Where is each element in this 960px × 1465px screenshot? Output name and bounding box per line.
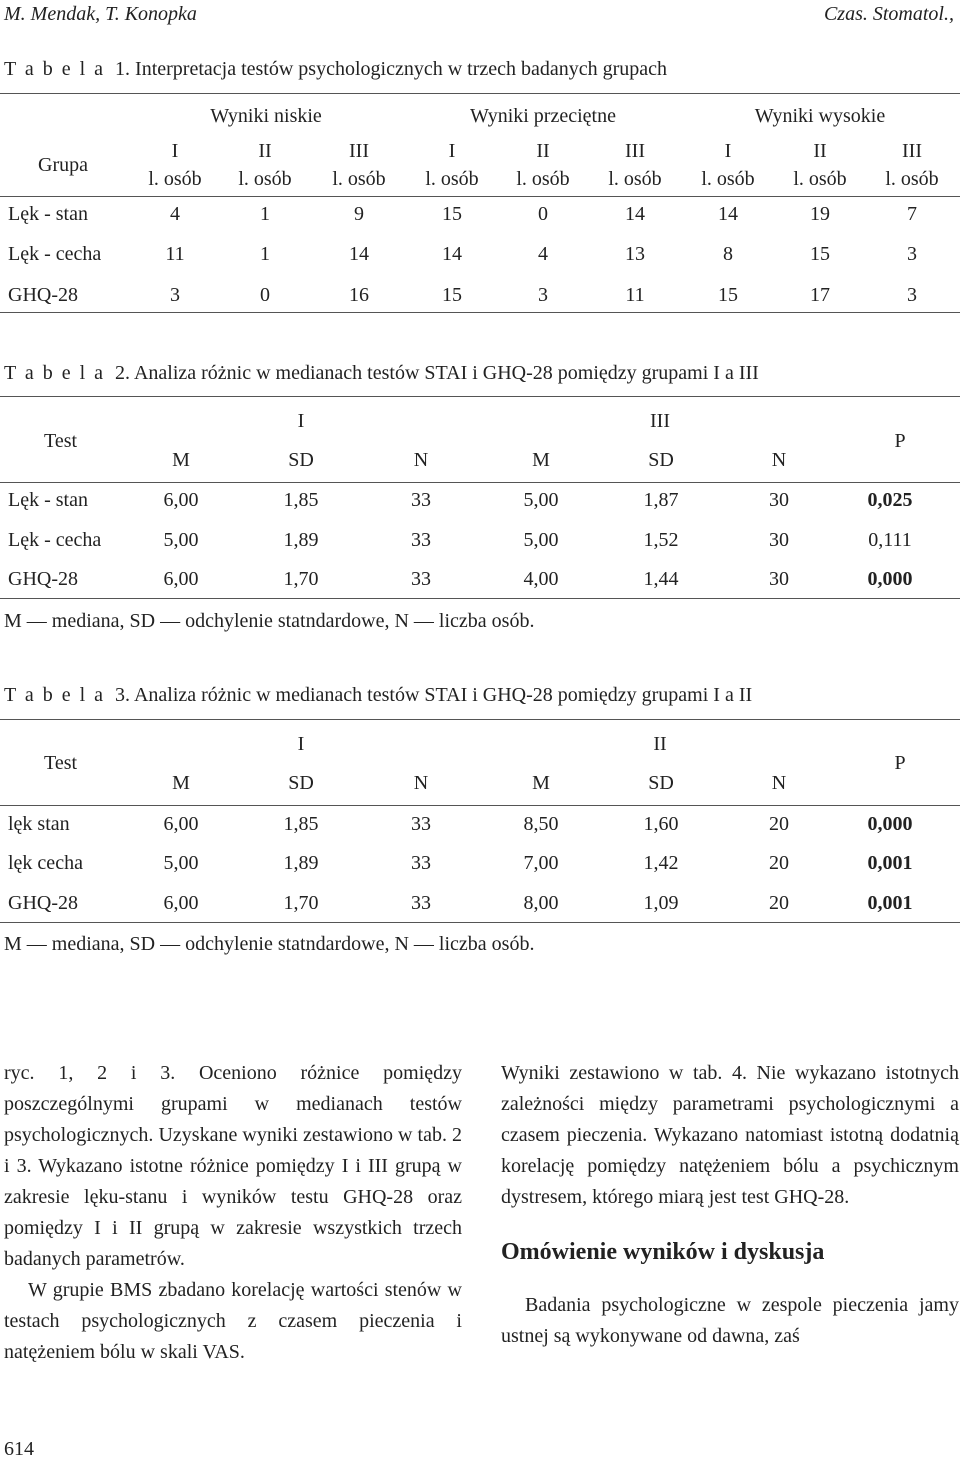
table1-subgroup-unit: l. osób [793, 168, 847, 190]
table3-number: 3 [115, 684, 126, 706]
table1-cell: 11 [625, 284, 645, 306]
table1-cell: 3 [907, 284, 917, 306]
table1-level-high: Wyniki wysokie [754, 105, 886, 127]
section-heading: Omówienie wyników i dyskusja [501, 1239, 825, 1265]
table3-cell: 33 [411, 892, 431, 914]
running-header-authors: M. Mendak, T. Konopka [4, 3, 197, 25]
table2-cell: 30 [769, 568, 789, 590]
table3-cell: 7,00 [523, 852, 559, 874]
table1-cell: 14 [349, 243, 369, 265]
table3-group-b: II [653, 733, 667, 755]
table2-cell: 33 [411, 529, 431, 551]
table3-cell: 1,09 [643, 892, 679, 914]
table2-cell: 1,52 [643, 529, 679, 551]
table3-test-header: Test [44, 752, 78, 774]
table1-cell: 3 [907, 243, 917, 265]
table3-cell: 33 [411, 813, 431, 835]
table1-subgroup-unit: l. osób [516, 168, 570, 190]
table1-level-mid: Wyniki przeciętne [470, 105, 616, 127]
table3-bottom-rule [0, 922, 960, 923]
table1-cell: 1 [260, 203, 270, 225]
table2-cell: 6,00 [163, 568, 199, 590]
table2-subheader-cell: M [532, 449, 550, 471]
table1-top-rule [0, 93, 960, 94]
table2-cell: 5,00 [523, 489, 559, 511]
right-paragraph-2: Badania psychologiczne w zespole pieczenia jamy ustnej są wykonywane od dawna, zaś [501, 1294, 959, 1347]
table3-cell: 1,89 [283, 852, 319, 874]
table3-subheader-cell: SD [648, 772, 674, 794]
table3-subheader-cell: M [532, 772, 550, 794]
table1-bottom-rule [0, 312, 960, 313]
table2-cell: 6,00 [163, 489, 199, 511]
table2-subheader-cell: SD [288, 449, 314, 471]
table3-p-value: 0,001 [867, 892, 913, 914]
table1-subgroup-unit: l. osób [701, 168, 755, 190]
table1-cell: 1 [260, 243, 270, 265]
table1-subgroup-unit: l. osób [332, 168, 386, 190]
table3-subheader-cell: SD [288, 772, 314, 794]
table3-row-label: GHQ-28 [8, 892, 78, 914]
table2-row-label: Lęk - cecha [8, 529, 102, 551]
table1-subgroup-unit: l. osób [148, 168, 202, 190]
table3-cell: 20 [769, 813, 789, 835]
table1-cell: 11 [165, 243, 185, 265]
table2-cell: 1,85 [283, 489, 319, 511]
table3-row-label: lęk stan [8, 813, 70, 835]
table3-cell: 33 [411, 852, 431, 874]
table1-subgroup-roman: I [171, 140, 179, 162]
table2-top-rule [0, 396, 960, 397]
table2-group-b: III [650, 410, 670, 432]
table2-subheader-cell: M [172, 449, 190, 471]
table1-cell: 3 [538, 284, 548, 306]
left-column [4, 1058, 462, 1368]
table1-label: T a b e l a [4, 58, 106, 80]
table3-note: M — mediana, SD — odchylenie statndardowe, N — liczba osób. [4, 933, 535, 955]
table3-header-rule [0, 805, 960, 806]
table3-subheader-cell: N [413, 772, 429, 794]
left-paragraph-1: ryc. 1, 2 i 3. Oceniono różnice pomiędzy poszczególnymi grupami w medianach testów psychologicznych. Uzyskane wyniki zestawiono w tab. 2 i 3. Wykazano istotne różnice pomiędzy I i III grupą w zakresie lęku-stanu i wyników testu GHQ-28 oraz pomiędzy I i II grupą w zakresie wszystkich trzech badanych parametrów. [4, 1062, 462, 1270]
table1-row-label: Lęk - stan [8, 203, 88, 225]
table1-title: . Interpretacja testów psychologicznych w trzech badanych grupach [125, 58, 668, 80]
table3-p-header: P [894, 752, 906, 774]
running-header-journal: Czas. Stomatol., [823, 3, 954, 25]
table2-cell: 1,44 [643, 568, 679, 590]
table1-cell: 15 [442, 284, 462, 306]
table2-header-rule [0, 482, 960, 483]
table2-caption [4, 362, 759, 385]
table1-subgroup-roman: II [813, 140, 827, 162]
left-paragraph-2: W grupie BMS zbadano korelację wartości stenów w testach psychologicznych z czasem pieczenia i natężeniem bólu w skali VAS. [4, 1279, 462, 1363]
table3-cell: 1,70 [283, 892, 319, 914]
table1-subgroup-roman: III [902, 140, 922, 162]
table3-title: . Analiza różnic w medianach testów STAI i GHQ-28 pomiędzy grupami I a II [125, 684, 753, 706]
table3-cell: 6,00 [163, 813, 199, 835]
table2-p-value: 0,025 [867, 489, 913, 511]
right-paragraph-1: Wyniki zestawiono w tab. 4. Nie wykazano istotnych zależności między parametrami psychologicznymi a czasem pieczenia. Wykazano natomiast istotną dodatnią korelację pomiędzy natężeniem bólu a psychicznym dystresem, którego miarą jest test GHQ-28. [501, 1062, 959, 1208]
table1-cell: 15 [442, 203, 462, 225]
table1-cell: 9 [354, 203, 364, 225]
table2-cell: 1,70 [283, 568, 319, 590]
table1-caption [4, 58, 667, 81]
table1-subgroup-roman: I [724, 140, 732, 162]
table1-cell: 0 [260, 284, 270, 306]
table1-cell: 17 [810, 284, 830, 306]
table2-number: 2 [115, 362, 126, 384]
table3-cell: 8,50 [523, 813, 559, 835]
table1-subgroup-unit: l. osób [885, 168, 939, 190]
table2-test-header: Test [44, 430, 78, 452]
table1-cell: 8 [723, 243, 733, 265]
table3-row-label: lęk cecha [8, 852, 83, 874]
table1-subgroup-roman: II [536, 140, 550, 162]
table2-cell: 33 [411, 568, 431, 590]
table2-cell: 4,00 [523, 568, 559, 590]
table3-cell: 1,42 [643, 852, 679, 874]
table1-subgroup-unit: l. osób [238, 168, 292, 190]
table1-cell: 13 [625, 243, 645, 265]
table2-subheader-cell: N [771, 449, 787, 471]
table3-p-value: 0,000 [867, 813, 913, 835]
table3-cell: 6,00 [163, 892, 199, 914]
table2-p-header: P [894, 430, 906, 452]
table1-subgroup-roman: III [349, 140, 369, 162]
table2-note: M — mediana, SD — odchylenie statndardowe, N — liczba osób. [4, 610, 535, 632]
table2-cell: 5,00 [523, 529, 559, 551]
table2-cell: 1,89 [283, 529, 319, 551]
table2-group-a: I [297, 410, 305, 432]
table1-cell: 4 [170, 203, 180, 225]
table2-cell: 5,00 [163, 529, 199, 551]
table1-cell: 14 [625, 203, 645, 225]
table3-cell: 20 [769, 852, 789, 874]
table1-cell: 0 [538, 203, 548, 225]
table2-bottom-rule [0, 598, 960, 599]
table2-cell: 30 [769, 489, 789, 511]
table1-row-label: GHQ-28 [8, 284, 78, 306]
table1-subgroup-roman: II [258, 140, 272, 162]
table1-subgroup-unit: l. osób [608, 168, 662, 190]
table1-cell: 14 [442, 243, 462, 265]
table2-p-value: 0,111 [868, 529, 912, 551]
table1-cell: 16 [349, 284, 369, 306]
table3-group-a: I [297, 733, 305, 755]
table1-cell: 15 [718, 284, 738, 306]
table3-cell: 1,85 [283, 813, 319, 835]
table3-caption [4, 684, 752, 707]
table3-p-value: 0,001 [867, 852, 913, 874]
right-column [501, 1058, 959, 1352]
table3-subheader-cell: N [771, 772, 787, 794]
page-number: 614 [4, 1438, 34, 1460]
table1-number: 1 [115, 58, 126, 80]
table2-subheader-cell: N [413, 449, 429, 471]
table1-subgroup-unit: l. osób [425, 168, 479, 190]
table2-subheader-cell: SD [648, 449, 674, 471]
table3-cell: 1,60 [643, 813, 679, 835]
table1-row-label: Lęk - cecha [8, 243, 102, 265]
table3-cell: 5,00 [163, 852, 199, 874]
table1-cell: 4 [538, 243, 548, 265]
table1-level-low: Wyniki niskie [210, 105, 322, 127]
table1-cell: 15 [810, 243, 830, 265]
table1-subgroup-roman: I [448, 140, 456, 162]
table2-title: . Analiza różnic w medianach testów STAI i GHQ-28 pomiędzy grupami I a III [125, 362, 759, 384]
table1-cell: 19 [810, 203, 830, 225]
table2-row-label: GHQ-28 [8, 568, 78, 590]
table2-cell: 33 [411, 489, 431, 511]
table1-cell: 3 [170, 284, 180, 306]
table3-cell: 20 [769, 892, 789, 914]
table1-group-header: Grupa [38, 154, 88, 176]
table3-cell: 8,00 [523, 892, 559, 914]
table1-cell: 14 [718, 203, 738, 225]
table3-top-rule [0, 719, 960, 720]
table1-subgroup-roman: III [625, 140, 645, 162]
table1-cell: 7 [907, 203, 917, 225]
table2-label: T a b e l a [4, 362, 106, 384]
table2-p-value: 0,000 [867, 568, 913, 590]
table2-cell: 1,87 [643, 489, 679, 511]
table3-subheader-cell: M [172, 772, 190, 794]
table2-row-label: Lęk - stan [8, 489, 88, 511]
table2-cell: 30 [769, 529, 789, 551]
table3-label: T a b e l a [4, 684, 106, 706]
table1-header-rule [0, 196, 960, 197]
